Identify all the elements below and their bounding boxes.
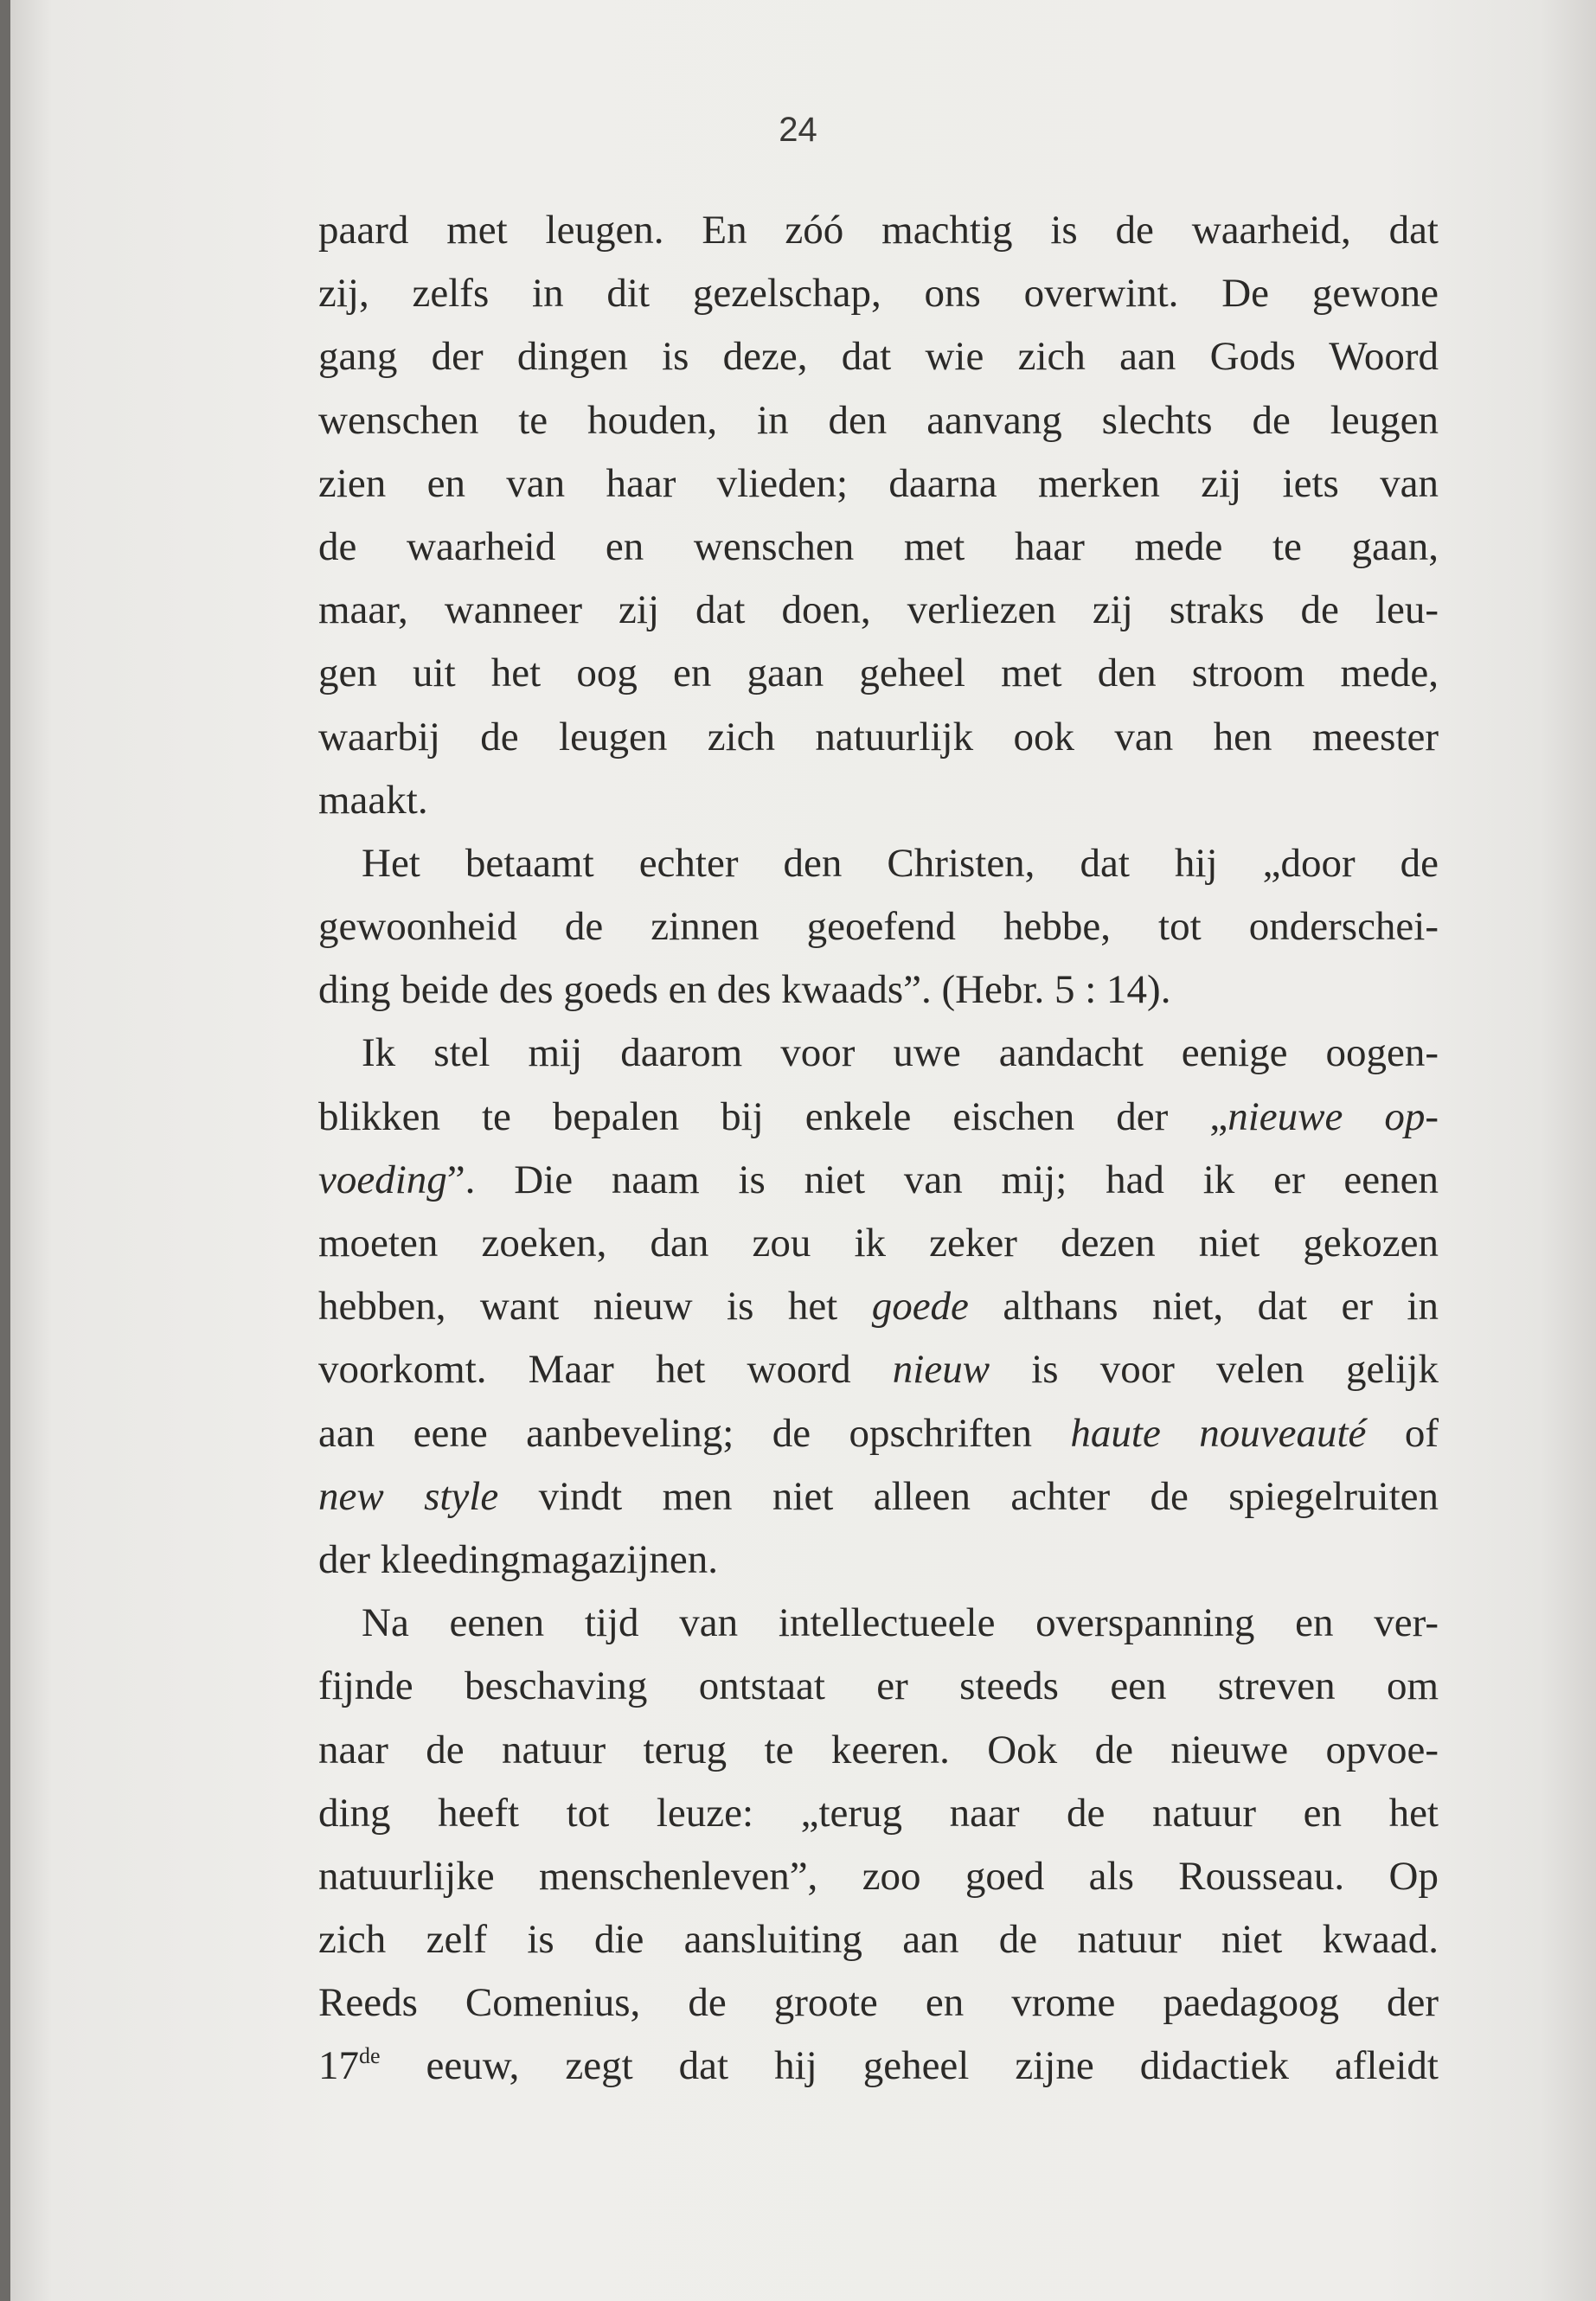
text-line: naar de natuur terug te keeren. Ook de nieuwe opvoe- — [318, 1727, 1439, 1772]
text-line: ding heeft tot leuze: „terug naar de natuur en het — [318, 1790, 1439, 1836]
text-line: fijnde beschaving ontstaat er steeds een streven om — [318, 1663, 1439, 1709]
superscript: de — [359, 2043, 381, 2069]
text-line: Reeds Comenius, de groote en vrome paedagoog der — [318, 1980, 1439, 2026]
text-segment: is voor velen gelijk — [990, 1347, 1439, 1393]
text-line: de waarheid en wenschen met haar mede te gaan, — [318, 523, 1439, 569]
text-line — [318, 1086, 1439, 1149]
text-line — [318, 1402, 1439, 1465]
text-line: waarbij de leugen zich natuurlijk ook van hen meester — [318, 714, 1439, 760]
italic-text: nieuw — [892, 1347, 990, 1393]
text-line: wenschen te houden, in den aanvang slechts de leugen — [318, 397, 1439, 443]
text-segment: aan eene aanbeveling; de opschriften — [318, 1410, 1071, 1456]
text-line: paard met leugen. En zóó machtig is de waarheid, dat — [318, 208, 1439, 253]
italic-text: voeding — [318, 1157, 447, 1202]
text-line: maakt. — [318, 777, 428, 823]
text-segment: eeuw, zegt dat hij geheel zijne didactiek afleidt — [380, 2043, 1439, 2089]
text-line — [318, 2035, 1439, 2098]
text-line: Na eenen tijd van intellectueele overspanning en ver- — [362, 1600, 1439, 1646]
text-segment: blikken te bepalen bij enkele eischen der „ — [318, 1093, 1228, 1139]
text-segment: althans niet, dat er in — [968, 1284, 1439, 1330]
italic-text: new style — [318, 1473, 499, 1519]
text-segment: 17 — [318, 2043, 359, 2089]
page-number: 24 — [779, 111, 817, 149]
text-line: zich zelf is die aansluiting aan de natuur niet kwaad. — [318, 1917, 1439, 1963]
text-line: zij, zelfs in dit gezelschap, ons overwint. De gewone — [318, 271, 1439, 317]
text-segment: of — [1366, 1410, 1439, 1456]
text-line — [318, 1149, 1439, 1212]
text-line: Ik stel mij daarom voor uwe aandacht eenige oogen- — [362, 1030, 1439, 1076]
text-line: Het betaamt echter den Christen, dat hij „door de — [362, 840, 1439, 886]
text-line: der kleedingmagazijnen. — [318, 1536, 718, 1582]
text-line: maar, wanneer zij dat doen, verliezen zij straks de leu- — [318, 587, 1439, 633]
text-line — [318, 1465, 1439, 1529]
text-line: moeten zoeken, dan zou ik zeker dezen niet gekozen — [318, 1221, 1439, 1266]
text-line: gen uit het oog en gaan geheel met den stroom mede, — [318, 651, 1439, 696]
text-segment: voorkomt. Maar het woord — [318, 1347, 893, 1393]
italic-text: nieuwe op- — [1227, 1093, 1439, 1139]
spine-shadow — [0, 0, 10, 2301]
text-line — [318, 1338, 1439, 1401]
text-line: natuurlijke menschenleven”, zoo goed als Rousseau. Op — [318, 1853, 1439, 1899]
italic-text: goede — [871, 1284, 969, 1330]
text-segment: ”. Die naam is niet van mij; had ik er eenen — [446, 1157, 1439, 1202]
text-line — [318, 1275, 1439, 1338]
text-line: zien en van haar vlieden; daarna merken zij iets van — [318, 460, 1439, 506]
text-segment: hebben, want nieuw is het — [318, 1284, 872, 1330]
text-line: gewoonheid de zinnen geoefend hebbe, tot onderschei- — [318, 904, 1439, 950]
text-line: gang der dingen is deze, dat wie zich aan Gods Woord — [318, 334, 1439, 380]
body-text — [318, 199, 1439, 2099]
text-line: ding beide des goeds en des kwaads”. (Hebr. 5 : 14). — [318, 967, 1171, 1013]
italic-text: haute nouveauté — [1070, 1410, 1367, 1456]
text-segment: vindt men niet alleen achter de spiegelruiten — [498, 1473, 1439, 1519]
